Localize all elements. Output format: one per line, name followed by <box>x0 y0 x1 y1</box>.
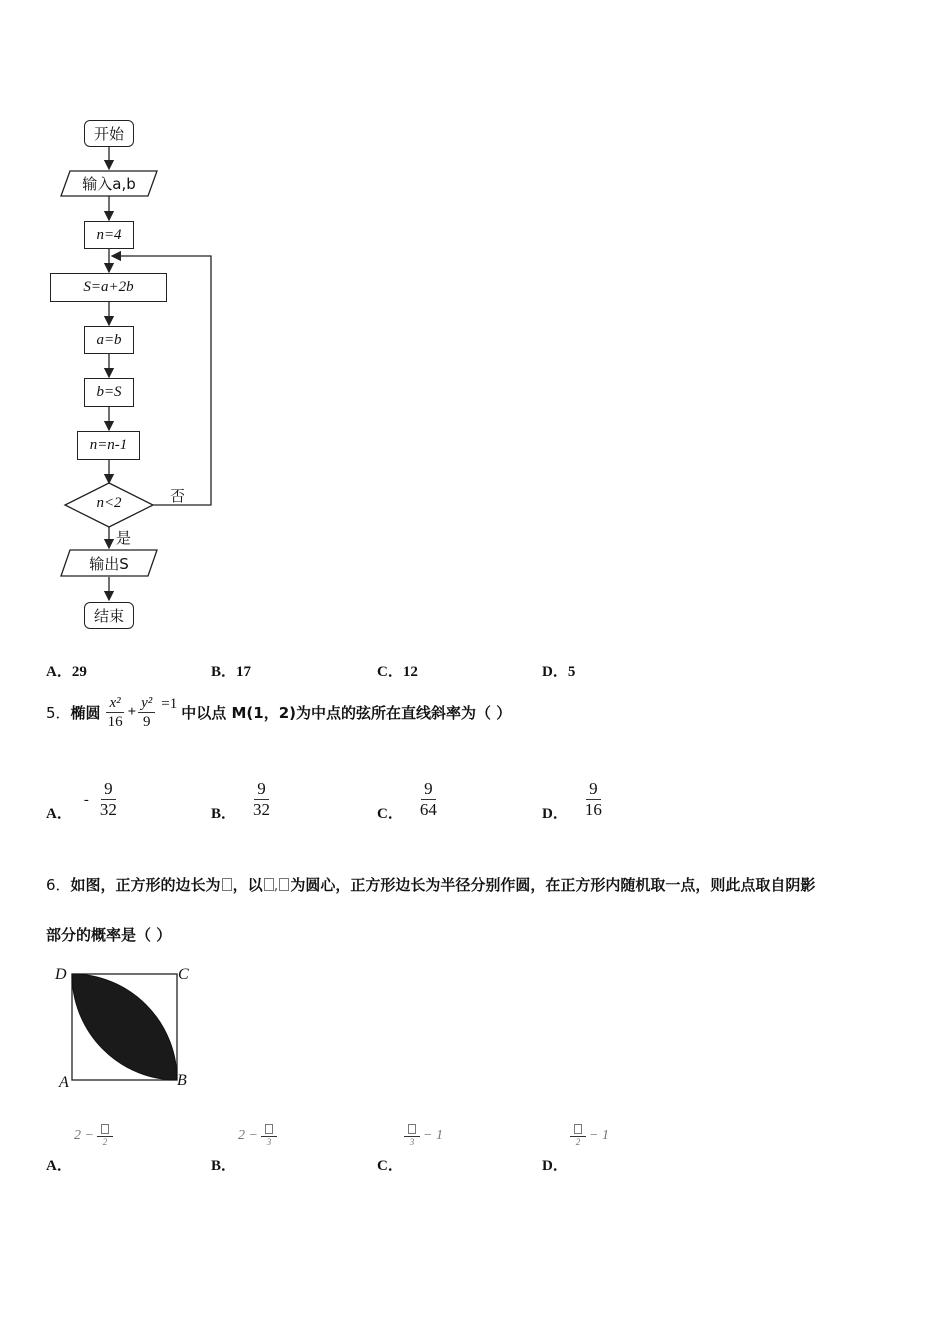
q6-option-b[interactable]: B． <box>211 1158 237 1174</box>
option-fraction: $\frac{9}{32}$ <box>253 779 271 820</box>
q5-option-a[interactable]: A． - $\frac{9}{32}$ <box>46 778 120 823</box>
vertex-label-d: D <box>55 966 67 983</box>
option-fraction: $\frac{9}{64}$ <box>419 779 437 820</box>
q4-option-d[interactable]: D．5 <box>542 664 576 680</box>
equation-x-fraction: $\frac{\text{x²}}{16}$ <box>107 695 123 730</box>
option-fraction: $\frac{9}{16}$ <box>584 779 602 820</box>
q6-stem-line2: 部分的概率是（ ） <box>46 926 172 944</box>
q6-option-c[interactable]: C． <box>377 1158 403 1174</box>
missing-glyph-icon <box>264 878 274 891</box>
vertex-label-c: C <box>178 966 189 983</box>
q6-option-b-expr: 2 − 3 <box>238 1124 277 1148</box>
q6-option-d-expr: 2 − 1 <box>570 1124 609 1148</box>
yes-label: 是 <box>116 529 132 547</box>
q5-option-d[interactable]: D． $\frac{9}{16}$ <box>542 778 605 823</box>
assign-a-node: a=b <box>84 326 134 354</box>
q5-option-b[interactable]: B． $\frac{9}{32}$ <box>211 778 273 823</box>
q4-option-b[interactable]: B．17 <box>211 664 252 680</box>
q5-option-c[interactable]: C． $\frac{9}{64}$ <box>377 778 440 823</box>
equation-y-fraction: $\frac{\text{y²}}{9}$ <box>138 695 155 731</box>
missing-glyph-icon <box>222 878 232 891</box>
q6-option-d[interactable]: D． <box>542 1158 568 1174</box>
assign-b-node: b=S <box>84 378 134 407</box>
end-node: 结束 <box>84 602 134 629</box>
no-label: 否 <box>170 487 186 505</box>
q6-stem-line1: 6．如图，正方形的边长为 ，以 , 为圆心，正方形边长为半径分别作圆，在正方形内随机取一点，则此点取自阴影 <box>46 876 816 894</box>
option-fraction: $\frac{9}{32}$ <box>99 779 117 820</box>
question-number: 6． <box>46 876 71 894</box>
question-number: 5． <box>46 704 71 723</box>
q6-option-c-expr: 3 − 1 <box>404 1124 443 1148</box>
sum-node: S=a+2b <box>50 273 167 302</box>
vertex-label-b: B <box>177 1072 187 1089</box>
decision-label: n<2 <box>96 495 122 511</box>
q4-option-c[interactable]: C．12 <box>377 664 418 680</box>
decrement-node: n=n-1 <box>77 431 140 460</box>
vertex-label-a: A <box>59 1074 69 1091</box>
input-label: 输入a,b <box>82 175 136 193</box>
q5-stem: 5． 椭圆 $\frac{\text{x²}}{16}$ + $\frac{\text{y²}}{9}$ =1 中以点 M(1，2)为中点的弦所在直线斜率为（ ） <box>46 695 512 730</box>
q6-option-a-expr: 2 − 2 <box>74 1124 113 1148</box>
missing-glyph-icon <box>279 878 289 891</box>
start-node: 开始 <box>84 120 134 147</box>
init-node: n=4 <box>84 221 134 249</box>
output-label: 输出S <box>89 555 129 573</box>
q4-option-a[interactable]: A．29 <box>46 664 87 680</box>
q6-option-a[interactable]: A． <box>46 1158 72 1174</box>
